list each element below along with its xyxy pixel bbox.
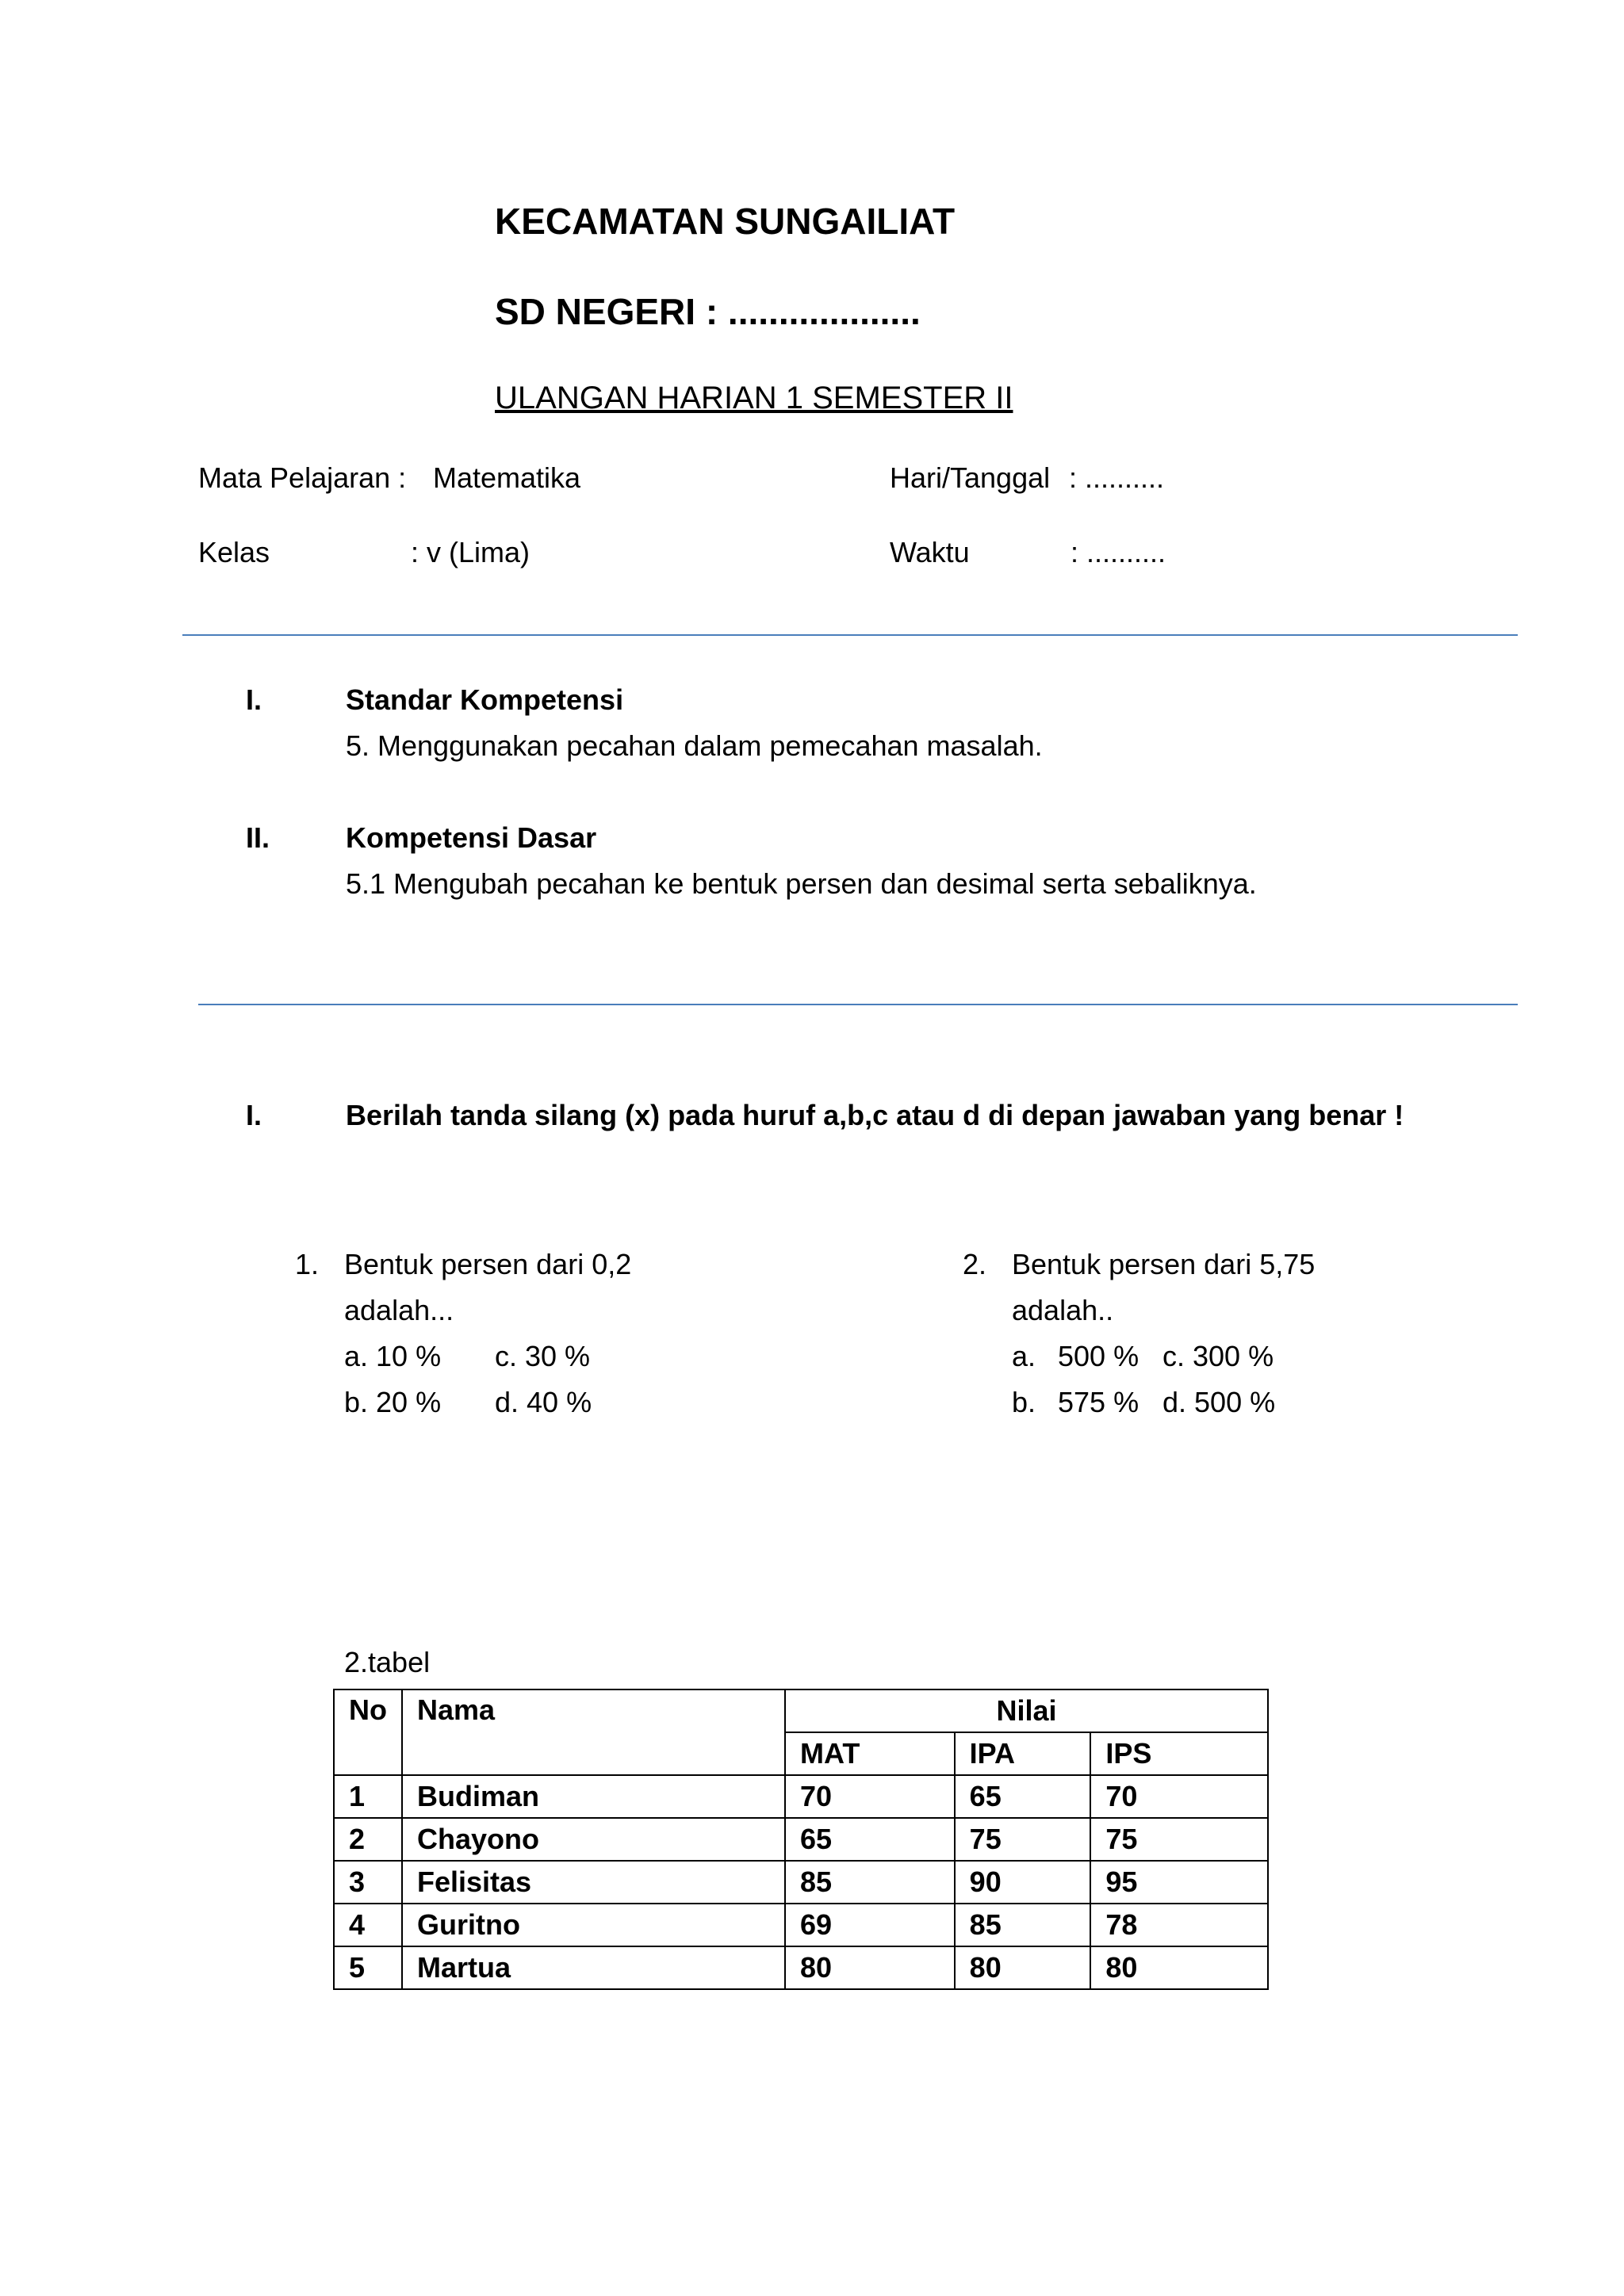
question-text: Bentuk persen dari 5,75: [1012, 1248, 1316, 1280]
header-mat: MAT: [785, 1732, 955, 1775]
section-number: I.: [246, 683, 262, 716]
table-caption: 2.tabel: [344, 1646, 431, 1678]
cell-name: Chayono: [402, 1818, 785, 1861]
question-text-cont: adalah..: [1012, 1294, 1114, 1326]
class-value: : v (Lima): [411, 536, 530, 568]
header-ips: IPS: [1090, 1732, 1268, 1775]
option-b[interactable]: 575 %: [1058, 1386, 1139, 1418]
option-c[interactable]: c. 30 %: [495, 1340, 591, 1372]
exam-title: ULANGAN HARIAN 1 SEMESTER II: [495, 381, 1013, 415]
cell-mat: 70: [785, 1775, 955, 1818]
cell-no: 4: [334, 1904, 402, 1946]
question-text-cont: adalah...: [344, 1294, 454, 1326]
district-title: KECAMATAN SUNGAILIAT: [495, 201, 956, 242]
cell-ipa: 65: [955, 1775, 1091, 1818]
cell-ips: 78: [1090, 1904, 1268, 1946]
header-group: Nilai: [785, 1689, 1268, 1732]
section-heading: Kompetensi Dasar: [346, 821, 597, 854]
date-label: Hari/Tanggal: [890, 461, 1051, 494]
section-heading: Standar Kompetensi: [346, 683, 624, 716]
option-a-letter[interactable]: a.: [1012, 1340, 1036, 1372]
cell-ips: 75: [1090, 1818, 1268, 1861]
instruction-number: I.: [246, 1099, 262, 1131]
table-header-row: [334, 1689, 1268, 1732]
cell-mat: 65: [785, 1818, 955, 1861]
option-c[interactable]: c. 300 %: [1162, 1340, 1274, 1372]
option-a[interactable]: a. 10 %: [344, 1340, 442, 1372]
cell-name: Guritno: [402, 1904, 785, 1946]
cell-ipa: 75: [955, 1818, 1091, 1861]
option-b-letter[interactable]: b.: [1012, 1386, 1036, 1418]
cell-name: Felisitas: [402, 1861, 785, 1904]
subject-label: Mata Pelajaran :: [198, 461, 407, 494]
option-b[interactable]: b. 20 %: [344, 1386, 442, 1418]
table-row: [334, 1775, 1268, 1818]
option-a[interactable]: 500 %: [1058, 1340, 1139, 1372]
header-no: No: [334, 1689, 402, 1775]
cell-name: Budiman: [402, 1775, 785, 1818]
cell-no: 1: [334, 1775, 402, 1818]
class-label: Kelas: [198, 536, 270, 568]
table-row: [334, 1946, 1268, 1989]
question-number: 1.: [295, 1248, 320, 1280]
scores-table: [333, 1689, 1269, 1990]
table-row: [334, 1861, 1268, 1904]
date-value: : ..........: [1069, 461, 1165, 494]
divider-top: [182, 634, 1518, 636]
cell-ips: 80: [1090, 1946, 1268, 1989]
table-row: [334, 1904, 1268, 1946]
table-row: [334, 1818, 1268, 1861]
subject-value: Matematika: [433, 461, 581, 494]
cell-name: Martua: [402, 1946, 785, 1989]
cell-mat: 85: [785, 1861, 955, 1904]
option-d[interactable]: d. 500 %: [1162, 1386, 1276, 1418]
time-label: Waktu: [890, 536, 970, 568]
cell-mat: 69: [785, 1904, 955, 1946]
cell-ipa: 90: [955, 1861, 1091, 1904]
cell-mat: 80: [785, 1946, 955, 1989]
section-text: 5. Menggunakan pecahan dalam pemecahan masalah.: [346, 729, 1043, 762]
school-title: SD NEGERI : ...................: [495, 291, 921, 332]
header-ipa: IPA: [955, 1732, 1091, 1775]
time-value: : ..........: [1071, 536, 1166, 568]
cell-ipa: 80: [955, 1946, 1091, 1989]
question-number: 2.: [963, 1248, 987, 1280]
header-name: Nama: [402, 1689, 785, 1775]
question-text: Bentuk persen dari 0,2: [344, 1248, 632, 1280]
cell-no: 2: [334, 1818, 402, 1861]
cell-ipa: 85: [955, 1904, 1091, 1946]
section-number: II.: [246, 821, 270, 854]
option-d[interactable]: d. 40 %: [495, 1386, 592, 1418]
divider-bottom: [198, 1004, 1518, 1005]
cell-ips: 95: [1090, 1861, 1268, 1904]
cell-no: 3: [334, 1861, 402, 1904]
cell-no: 5: [334, 1946, 402, 1989]
instruction-text: Berilah tanda silang (x) pada huruf a,b,c atau d di depan jawaban yang benar !: [346, 1099, 1404, 1131]
cell-ips: 70: [1090, 1775, 1268, 1818]
section-text: 5.1 Mengubah pecahan ke bentuk persen dan desimal serta sebaliknya.: [346, 867, 1257, 900]
